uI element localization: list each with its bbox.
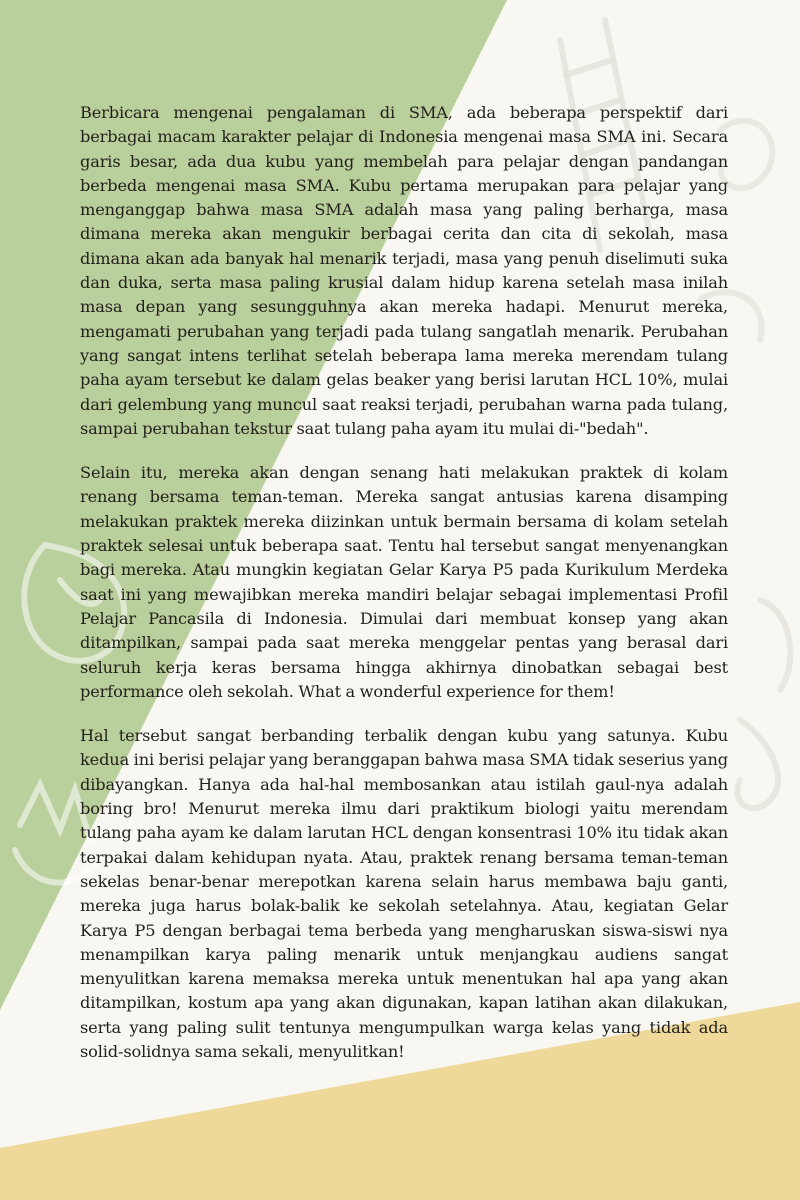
- article-paragraph-2: Selain itu, mereka akan dengan senang hati melakukan praktek di kolam renang bersama teman-teman. Mereka sangat antusias karena disamping melakukan praktek mereka diizinkan untuk bermain bersama di kolam setelah praktek selesai untuk beberapa saat. Tentu hal tersebut sangat menyenangkan bagi mereka. Atau mungkin kegiatan Gelar Karya P5 pada Kurikulum Merdeka saat ini yang mewajibkan mereka mandiri belajar sebagai implementasi Profil Pelajar Pancasila di Indonesia. Dimulai dari membuat konsep yang akan ditampilkan, sampai pada saat mereka menggelar pentas yang berasal dari seluruh kerja keras bersama hingga akhirnya dinobatkan sebagai best performance oleh sekolah. What a wonderful experience for them!: [80, 463, 728, 701]
- article-body: [80, 101, 728, 1064]
- article-paragraph-1: Berbicara mengenai pengalaman di SMA, ada beberapa perspektif dari berbagai macam karakter pelajar di Indonesia mengenai masa SMA ini. Secara garis besar, ada dua kubu yang membelah para pelajar dengan pandangan berbeda mengenai masa SMA. Kubu pertama merupakan para pelajar yang menganggap bahwa masa SMA adalah masa yang paling berharga, masa dimana mereka akan mengukir berbagai cerita dan cita di sekolah, masa dimana akan ada banyak hal menarik terjadi, masa yang penuh diselimuti suka dan duka, serta masa paling krusial dalam hidup karena setelah masa inilah masa depan yang sesungguhnya akan mereka hadapi. Menurut mereka, mengamati perubahan yang terjadi pada tulang sangatlah menarik. Perubahan yang sangat intens terlihat setelah beberapa lama mereka merendam tulang paha ayam tersebut ke dalam gelas beaker yang berisi larutan HCL 10%, mulai dari gelembung yang muncul saat reaksi terjadi, perubahan warna pada tulang, sampai perubahan tekstur saat tulang paha ayam itu mulai di-"bedah".: [80, 103, 728, 438]
- article-paragraph-3: Hal tersebut sangat berbanding terbalik dengan kubu yang satunya. Kubu kedua ini berisi pelajar yang beranggapan bahwa masa SMA tidak seserius yang dibayangkan. Hanya ada hal-hal membosankan atau istilah gaul-nya adalah boring bro! Menurut mereka ilmu dari praktikum biologi yaitu merendam tulang paha ayam ke dalam larutan HCL dengan konsentrasi 10% itu tidak akan terpakai dalam kehidupan nyata. Atau, praktek renang bersama teman-teman sekelas benar-benar merepotkan karena selain harus membawa baju ganti, mereka juga harus bolak-balik ke sekolah setelahnya. Atau, kegiatan Gelar Karya P5 dengan berbagai tema berbeda yang mengharuskan siswa-siswi nya menampilkan karya paling menarik untuk menjangkau audiens sangat menyulitkan karena memaksa mereka untuk menentukan hal apa yang akan ditampilkan, kostum apa yang akan digunakan, kapan latihan akan dilakukan, serta yang paling sulit tentunya mengumpulkan warga kelas yang tidak ada solid-solidnya sama sekali, menyulitkan!: [80, 726, 728, 1061]
